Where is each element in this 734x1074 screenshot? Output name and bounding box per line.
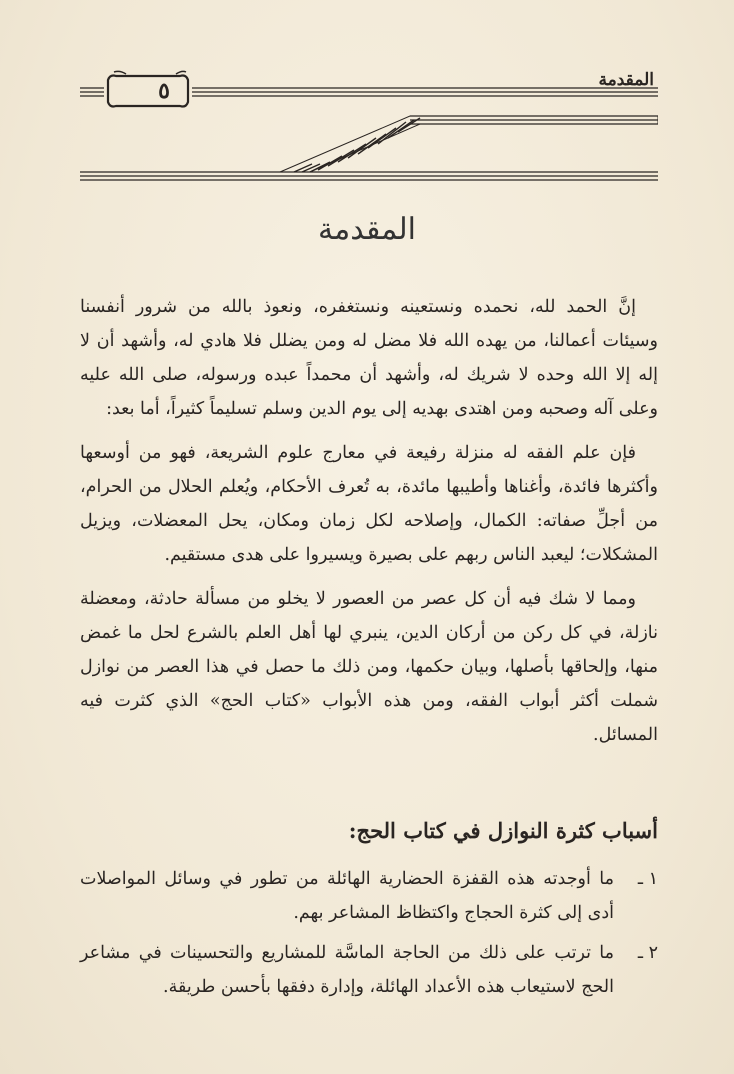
numbered-list xyxy=(80,862,658,1010)
paragraph: إنَّ الحمد لله، نحمده ونستعينه ونستغفره، ونعوذ بالله من شرور أنفسنا وسيئات أعمالنا، من يهده الله فلا مضل له ومن يضلل فلا هادي له، وأشهد أن لا إله إلا الله وحده لا شريك له، وأشهد أن محمداً عبده ورسوله، صلى الله عليه وعلى آله وصحبه ومن اهتدى بهديه إلى يوم الدين وسلم تسليماً كثيراً، أما بعد: xyxy=(80,297,658,419)
paragraph: فإن علم الفقه له منزلة رفيعة في معارج علوم الشريعة، فهو من أوسعها وأكثرها فائدة، وأغناها وأطيبها مائدة، به تُعرف الأحكام، ويُعلم الحلال من الحرام، من أجلِّ صفاته: الكمال، وإصلاحه لكل زمان ومكان، يحل المعضلات، ويزيل المشكلات؛ ليعبد الناس ربهم على بصيرة ويسيروا على هدى مستقيم. xyxy=(80,443,658,565)
body-text xyxy=(80,290,658,762)
list-item xyxy=(80,862,658,930)
list-item-text: ما ترتب على ذلك من الحاجة الماسَّة للمشاريع والتحسينات في مشاعر الحج لاستيعاب هذه الأعداد الهائلة، وإدارة دفقها بأحسن طريقة. xyxy=(80,943,614,997)
running-header-title: المقدمة xyxy=(598,70,654,90)
section-heading: أسباب كثرة النوازل في كتاب الحج: xyxy=(348,818,658,843)
chapter-title: المقدمة xyxy=(318,212,416,247)
paragraph: ومما لا شك فيه أن كل عصر من العصور لا يخلو من مسألة حادثة، ومعضلة نازلة، في كل ركن من أركان الدين، ينبري لها أهل العلم بالشرع لحل ما غمض منها، وإلحاقها بأصلها، وبيان حكمها، ومن ذلك ما حصل في هذا العصر من نوازل شملت أكثر أبواب الفقه، ومن هذه الأبواب «كتاب الحج» الذي كثرت فيه المسائل. xyxy=(80,589,658,745)
chapter-divider-ornament xyxy=(80,108,658,188)
list-item xyxy=(80,936,658,1004)
page-number: ٥ xyxy=(158,78,170,104)
list-item-number: ٢ ـ xyxy=(637,943,658,963)
list-item-number: ١ ـ xyxy=(637,869,658,889)
list-item-text: ما أوجدته هذه القفزة الحضارية الهائلة من تطور في وسائل المواصلات أدى إلى كثرة الحجاج واكتظاظ المشاعر بهم. xyxy=(80,869,614,923)
